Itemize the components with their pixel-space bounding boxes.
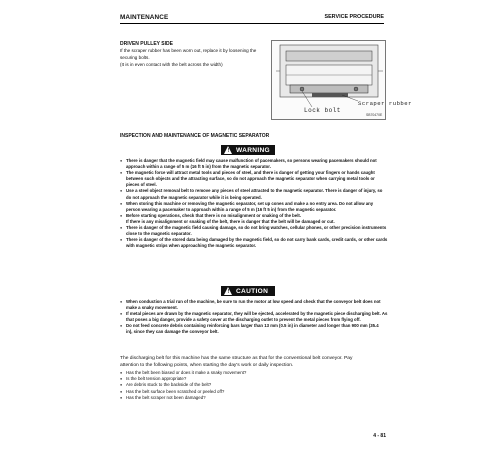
checklist-item: ● Are debris stuck to the backside of the belt? (120, 382, 246, 388)
figure-code: SB70470E (366, 113, 383, 117)
text-line: If the scraper rubber has been worn out, replace it by loosening the (120, 48, 257, 53)
caution-list (120, 299, 386, 336)
section-title: MAINTENANCE (120, 14, 169, 21)
caution-line: make a snaky movement. (126, 305, 178, 311)
warning-line: ● There is danger that the magnetic field may cause malfunction of pacemakers, so persons wearing pacemakers should not (126, 158, 377, 163)
exclamation-icon: ! (227, 288, 230, 295)
warning-item (120, 170, 386, 188)
warning-list (120, 158, 386, 249)
text-line: securing bolts. (120, 54, 150, 60)
page-header (120, 14, 384, 24)
warning-line: approach within a range of 5 m (16 ft 5 in) from the magnetic separator. (126, 164, 271, 170)
text-line: attention to the following points, when starting the day's work or daily inspection. (120, 363, 294, 368)
caution-item (120, 323, 386, 335)
caution-item (120, 311, 386, 323)
warning-line: close to the magnetic separator. (126, 231, 192, 237)
warning-line: ● The magnetic force will attract metal tools and pieces of steel, and there is danger of getting your fingers or hands caught (126, 170, 375, 176)
caution-line: ● Do not feed concrete debris containing reinforcing bars larger than 13 mm (0.5 in) in diameter and longer than 900 mm (35.4 (126, 323, 379, 329)
inspection-heading: INSPECTION AND MAINTENANCE OF MAGNETIC SEPARATOR (120, 133, 270, 139)
text-line: The discharging belt for this machine has the same structure as that for the conventional belt conveyor. Pay (120, 356, 353, 361)
lock-bolt-label: Lock bolt (304, 107, 341, 114)
caution-line: in), since they can damage the conveyor belt. (126, 329, 219, 335)
scraper-figure (271, 40, 412, 120)
warning-line: ● Before starting operations, check that there is no misalignment or snaking of the belt. (126, 212, 302, 218)
warning-line: ● When storing this machine or removing the magnetic separator, set up cones and make a no entry area. Do not allow any (126, 200, 374, 206)
warning-title: WARNING (236, 146, 270, 154)
warning-item (120, 201, 386, 213)
warning-line: ● There is danger of the magnetic field causing damage, so do not bring watches, cellular phones, or other precision instruments (126, 225, 387, 231)
discharging-text (120, 355, 352, 369)
scraper-rubber-label: Scraper rubber (358, 100, 412, 107)
warning-line: do not approach the magnetic separator while it is being operated. (126, 194, 262, 200)
warning-item (120, 237, 386, 249)
warning-line: ● There is danger of the stored data being damaged by the magnetic field, so do not carry bank cards, credit cards, or other cards (126, 237, 388, 243)
section-subtitle: SERVICE PROCEDURE (324, 14, 384, 20)
warning-item (120, 158, 386, 170)
warning-line: pieces of steel. (126, 182, 157, 188)
caution-banner (221, 286, 275, 296)
warning-line: ● Use a steel object removal belt to remove any pieces of steel attracted to the magnetic separator. There is danger of injury, so (126, 188, 383, 194)
warning-banner (221, 145, 275, 155)
warning-item (120, 213, 386, 225)
caution-line: ● When conduction a trial run of the machine, be sure to run the motor at low speed and check that the conveyor belt does not (126, 299, 381, 304)
warning-line: If there is any misalignment or snaking of the belt, there is danger that the belt will be damaged or cut. (126, 218, 335, 224)
text-line: (It is in even contact with the belt across the width) (120, 61, 223, 67)
caution-title: CAUTION (236, 287, 269, 295)
checklist-item: ● Has the belt been biased or does it make a snaky movement? (120, 370, 246, 376)
checklist-item: ● Has the belt surface been scratched or peeled off? (120, 389, 246, 395)
driven-pulley-heading: DRIVEN PULLEY SIDE (120, 41, 173, 47)
warning-line: with magnetic strips when approaching the magnetic separator. (126, 243, 257, 249)
driven-pulley-text (120, 48, 256, 68)
warning-line: between such objects and the attracting surface, so do not approach the magnetic separator when carrying metal tools or (126, 176, 375, 182)
caution-item (120, 299, 386, 311)
warning-line: person wearing a pacemaker to approach within a range of 5 m (16 ft 5 in) from the magnetic separator. (126, 206, 337, 212)
exclamation-icon: ! (227, 147, 230, 154)
warning-item (120, 225, 386, 237)
checklist-item: ● Is the belt tension appropriate? (120, 376, 246, 382)
warning-item (120, 188, 386, 200)
inspection-checklist (120, 370, 246, 401)
checklist-item: ● Has the belt scraper not been damaged? (120, 395, 246, 401)
page-number: 4 - 81 (373, 433, 386, 439)
caution-line: that poses a big danger, provide a safety cover at the discharging outlet to prevent the metal pieces from flying off. (126, 317, 361, 323)
caution-line: ● If metal pieces are drawn by the magnetic separator, they will be ejected, accelerated by the magnetic piece discharging belt. As (126, 311, 388, 317)
